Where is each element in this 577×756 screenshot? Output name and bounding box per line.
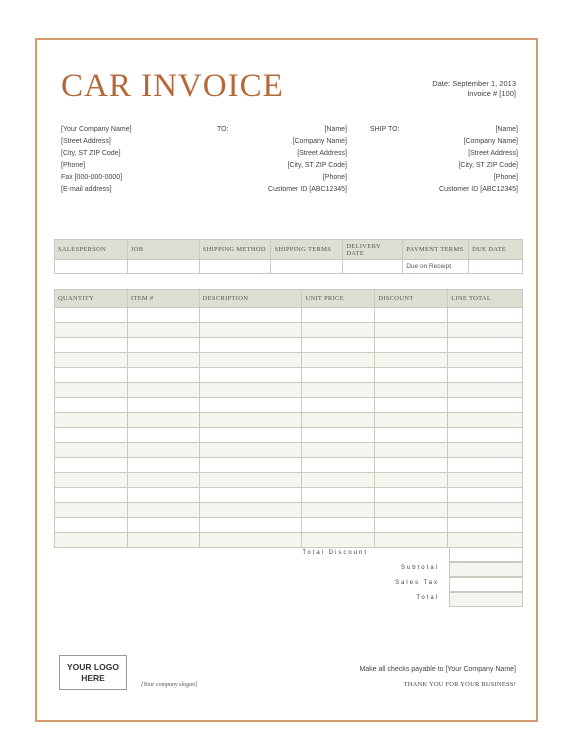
- cell-quantity[interactable]: [55, 473, 128, 488]
- cell-line-total[interactable]: [448, 353, 523, 368]
- cell-item-number[interactable]: [127, 503, 199, 518]
- total-label: Total: [416, 595, 439, 601]
- header-item-number: ITEM #: [127, 290, 199, 308]
- table-row: [55, 428, 523, 443]
- cell-item-number[interactable]: [127, 518, 199, 533]
- cell-unit-price[interactable]: [302, 398, 375, 413]
- cell-item-number[interactable]: [127, 353, 199, 368]
- cell-item-number[interactable]: [127, 368, 199, 383]
- from-line: Fax [000-000-0000]: [61, 174, 123, 181]
- table-row: [55, 398, 523, 413]
- invoice-page: [35, 38, 538, 722]
- cell-discount[interactable]: [375, 458, 448, 473]
- cell-discount[interactable]: [375, 503, 448, 518]
- cell-unit-price[interactable]: [302, 338, 375, 353]
- cell-due-date[interactable]: [469, 260, 523, 274]
- line-items-table: [54, 289, 523, 548]
- header-quantity: QUANTITY: [55, 290, 128, 308]
- from-address: [61, 124, 132, 196]
- cell-description[interactable]: [199, 338, 302, 353]
- cell-item-number[interactable]: [127, 473, 199, 488]
- thank-you-note: THANK YOU FOR YOUR BUSINESS!: [403, 681, 516, 688]
- cell-description[interactable]: [199, 323, 302, 338]
- cell-unit-price[interactable]: [302, 368, 375, 383]
- cell-line-total[interactable]: [448, 338, 523, 353]
- cell-description[interactable]: [199, 503, 302, 518]
- to-address: [237, 124, 347, 196]
- total-value[interactable]: [449, 592, 523, 607]
- invoice-date: Date: September 1, 2013: [432, 79, 516, 88]
- order-details-table: [54, 239, 523, 274]
- table-row: [55, 488, 523, 503]
- from-line: [Phone]: [61, 162, 86, 169]
- cell-job[interactable]: [127, 260, 199, 274]
- sales-tax-label: Sales Tax: [395, 580, 439, 586]
- total-discount-value[interactable]: [449, 547, 523, 562]
- cell-description[interactable]: [199, 353, 302, 368]
- cell-unit-price[interactable]: [302, 323, 375, 338]
- ship-address: [407, 124, 518, 196]
- ship-line: [Phone]: [493, 174, 518, 181]
- cell-discount[interactable]: [375, 428, 448, 443]
- cell-discount[interactable]: [375, 383, 448, 398]
- cell-description[interactable]: [199, 473, 302, 488]
- cell-unit-price[interactable]: [302, 413, 375, 428]
- to-line: [Name]: [324, 126, 347, 133]
- cell-line-total[interactable]: [448, 368, 523, 383]
- cell-description[interactable]: [199, 533, 302, 548]
- cell-item-number[interactable]: [127, 413, 199, 428]
- cell-unit-price[interactable]: [302, 353, 375, 368]
- cell-line-total[interactable]: [448, 428, 523, 443]
- header-delivery-date: DELIVERY DATE: [343, 240, 403, 260]
- table-row: [55, 323, 523, 338]
- cell-line-total[interactable]: [448, 323, 523, 338]
- header-line-total: LINE TOTAL: [448, 290, 523, 308]
- to-line: [Street Address]: [297, 150, 347, 157]
- cell-unit-price[interactable]: [302, 443, 375, 458]
- from-line: [City, ST ZIP Code]: [61, 150, 121, 157]
- cell-shipping-terms[interactable]: [271, 260, 343, 274]
- cell-unit-price[interactable]: [302, 473, 375, 488]
- table-row: [55, 533, 523, 548]
- cell-item-number[interactable]: [127, 308, 199, 323]
- cell-line-total[interactable]: [448, 443, 523, 458]
- cell-line-total[interactable]: [448, 383, 523, 398]
- cell-shipping-method[interactable]: [199, 260, 271, 274]
- from-line: [Street Address]: [61, 138, 111, 145]
- header-payment-terms: PAYMENT TERMS: [403, 240, 469, 260]
- table-row: [55, 353, 523, 368]
- cell-salesperson[interactable]: [55, 260, 128, 274]
- cell-line-total[interactable]: [448, 503, 523, 518]
- to-line: Customer ID [ABC12345]: [268, 186, 347, 193]
- ship-line: [City, ST ZIP Code]: [458, 162, 518, 169]
- total-row: [54, 592, 523, 607]
- invoice-meta: [432, 79, 516, 99]
- cell-quantity[interactable]: [55, 368, 128, 383]
- cell-item-number[interactable]: [127, 398, 199, 413]
- cell-quantity[interactable]: [55, 443, 128, 458]
- cell-discount[interactable]: [375, 473, 448, 488]
- cell-quantity[interactable]: [55, 383, 128, 398]
- cell-item-number[interactable]: [127, 383, 199, 398]
- from-line: [Your Company Name]: [61, 126, 132, 133]
- cell-item-number[interactable]: [127, 443, 199, 458]
- cell-discount[interactable]: [375, 518, 448, 533]
- cell-quantity[interactable]: [55, 533, 128, 548]
- ship-label: SHIP TO:: [370, 126, 400, 133]
- cell-discount[interactable]: [375, 533, 448, 548]
- table-row: [55, 383, 523, 398]
- header-discount: DISCOUNT: [375, 290, 448, 308]
- cell-description[interactable]: [199, 368, 302, 383]
- items-header-row: [55, 290, 523, 308]
- sales-tax-value[interactable]: [449, 577, 523, 592]
- cell-item-number[interactable]: [127, 338, 199, 353]
- table-row: [55, 308, 523, 323]
- cell-description[interactable]: [199, 413, 302, 428]
- header-unit-price: UNIT PRICE: [302, 290, 375, 308]
- cell-line-total[interactable]: [448, 473, 523, 488]
- cell-description[interactable]: [199, 428, 302, 443]
- cell-quantity[interactable]: [55, 428, 128, 443]
- cell-unit-price[interactable]: [302, 518, 375, 533]
- cell-discount[interactable]: [375, 368, 448, 383]
- cell-unit-price[interactable]: [302, 533, 375, 548]
- cell-unit-price[interactable]: [302, 458, 375, 473]
- cell-discount[interactable]: [375, 308, 448, 323]
- table-row: [55, 368, 523, 383]
- cell-discount[interactable]: [375, 338, 448, 353]
- cell-quantity[interactable]: [55, 518, 128, 533]
- subtotal-row: [54, 562, 523, 577]
- cell-discount[interactable]: [375, 353, 448, 368]
- cell-description[interactable]: [199, 458, 302, 473]
- cell-line-total[interactable]: [448, 488, 523, 503]
- table-row: [55, 473, 523, 488]
- cell-quantity[interactable]: [55, 323, 128, 338]
- table-row: [55, 413, 523, 428]
- header-salesperson: SALESPERSON: [55, 240, 128, 260]
- table-row: [55, 518, 523, 533]
- cell-quantity[interactable]: [55, 413, 128, 428]
- cell-description[interactable]: [199, 398, 302, 413]
- invoice-title: CAR INVOICE: [61, 68, 284, 104]
- table-row: [55, 458, 523, 473]
- cell-discount[interactable]: [375, 488, 448, 503]
- ship-line: [Name]: [495, 126, 518, 133]
- from-line: [E-mail address]: [61, 186, 112, 193]
- header-shipping-terms: SHIPPING TERMS: [271, 240, 343, 260]
- order-header-row: [55, 240, 523, 260]
- cell-line-total[interactable]: [448, 398, 523, 413]
- cell-item-number[interactable]: [127, 323, 199, 338]
- cell-unit-price[interactable]: [302, 503, 375, 518]
- cell-quantity[interactable]: [55, 503, 128, 518]
- cell-description[interactable]: [199, 518, 302, 533]
- cell-description[interactable]: [199, 308, 302, 323]
- order-values-row: [55, 260, 523, 274]
- cell-item-number[interactable]: [127, 488, 199, 503]
- cell-unit-price[interactable]: [302, 383, 375, 398]
- cell-unit-price[interactable]: [302, 308, 375, 323]
- cell-payment-terms[interactable]: Due on Receipt: [403, 260, 469, 274]
- to-line: [Phone]: [322, 174, 347, 181]
- table-row: [55, 443, 523, 458]
- cell-line-total[interactable]: [448, 308, 523, 323]
- company-slogan: [Your company slogan]: [141, 682, 198, 688]
- header-job: JOB: [127, 240, 199, 260]
- cell-discount[interactable]: [375, 443, 448, 458]
- cell-line-total[interactable]: [448, 458, 523, 473]
- total-discount-row: [54, 547, 523, 562]
- cell-quantity[interactable]: [55, 398, 128, 413]
- cell-line-total[interactable]: [448, 533, 523, 548]
- cell-line-total[interactable]: [448, 518, 523, 533]
- cell-quantity[interactable]: [55, 488, 128, 503]
- totals-section: [54, 547, 523, 607]
- subtotal-value[interactable]: [449, 562, 523, 577]
- subtotal-label: Subtotal: [400, 565, 439, 571]
- ship-line: [Company Name]: [463, 138, 518, 145]
- cell-description[interactable]: [199, 488, 302, 503]
- cell-item-number[interactable]: [127, 428, 199, 443]
- ship-line: Customer ID [ABC12345]: [439, 186, 518, 193]
- cell-delivery-date[interactable]: [343, 260, 403, 274]
- ship-line: [Street Address]: [468, 150, 518, 157]
- cell-quantity[interactable]: [55, 353, 128, 368]
- sales-tax-row: [54, 577, 523, 592]
- company-logo-placeholder: YOUR LOGO HERE: [59, 655, 127, 690]
- cell-item-number[interactable]: [127, 533, 199, 548]
- total-discount-label: Total Discount: [302, 550, 368, 556]
- cell-description[interactable]: [199, 383, 302, 398]
- to-label: TO:: [217, 126, 229, 133]
- cell-item-number[interactable]: [127, 458, 199, 473]
- cell-description[interactable]: [199, 443, 302, 458]
- cell-line-total[interactable]: [448, 413, 523, 428]
- cell-quantity[interactable]: [55, 458, 128, 473]
- to-line: [City, ST ZIP Code]: [287, 162, 347, 169]
- table-row: [55, 503, 523, 518]
- cell-discount[interactable]: [375, 398, 448, 413]
- cell-discount[interactable]: [375, 413, 448, 428]
- header-due-date: DUE DATE: [469, 240, 523, 260]
- header-shipping-method: SHIPPING METHOD: [199, 240, 271, 260]
- cell-discount[interactable]: [375, 323, 448, 338]
- cell-unit-price[interactable]: [302, 488, 375, 503]
- cell-quantity[interactable]: [55, 338, 128, 353]
- cell-quantity[interactable]: [55, 308, 128, 323]
- invoice-number: Invoice # [100]: [467, 89, 516, 98]
- table-row: [55, 338, 523, 353]
- to-line: [Company Name]: [292, 138, 347, 145]
- cell-unit-price[interactable]: [302, 428, 375, 443]
- header-description: DESCRIPTION: [199, 290, 302, 308]
- checks-payable-note: Make all checks payable to [Your Company Name]: [359, 666, 516, 673]
